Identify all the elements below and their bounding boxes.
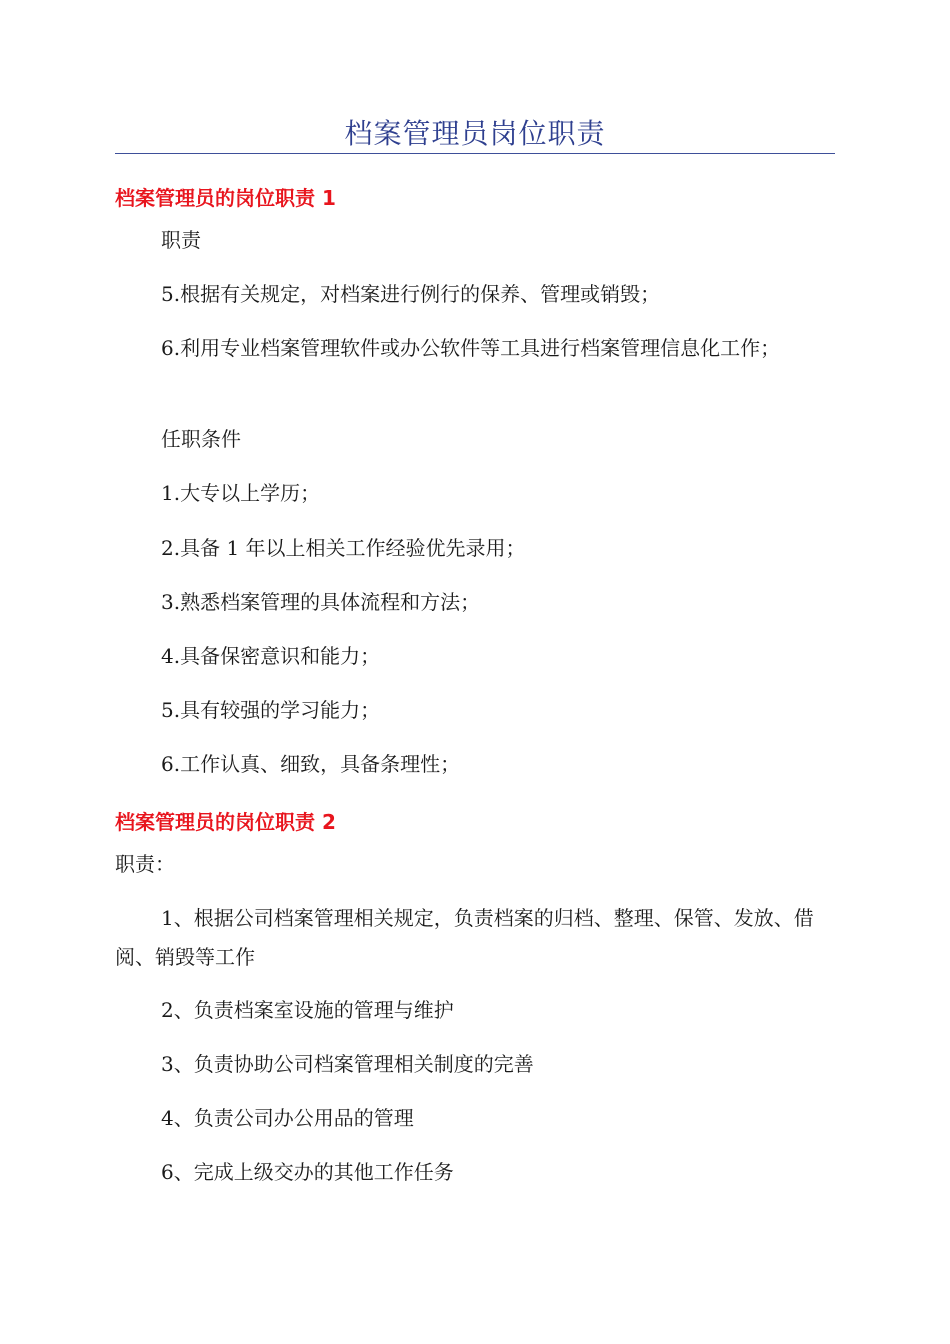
title-divider	[115, 153, 835, 154]
section-2-heading: 档案管理员的岗位职责 2	[115, 810, 336, 834]
paragraph: 2.具备 1 年以上相关工作经验优先录用；	[161, 536, 526, 560]
paragraph: 6.工作认真、细致，具备条理性；	[161, 752, 461, 776]
paragraph: 5.具有较强的学习能力；	[161, 698, 381, 722]
paragraph: 2、负责档案室设施的管理与维护	[161, 998, 454, 1022]
paragraph: 职责：	[115, 852, 175, 876]
paragraph: 1、根据公司档案管理相关规定，负责档案的归档、整理、保管、发放、借阅、销毁等工作	[115, 906, 814, 969]
section-1-heading: 档案管理员的岗位职责 1	[115, 186, 336, 210]
paragraph: 3.熟悉档案管理的具体流程和方法；	[161, 590, 481, 614]
paragraph: 6、完成上级交办的其他工作任务	[161, 1160, 454, 1184]
paragraph: 任职条件	[161, 427, 241, 451]
paragraph: 1.大专以上学历；	[161, 481, 321, 505]
paragraph: 6.利用专业档案管理软件或办公软件等工具进行档案管理信息化工作；	[161, 336, 781, 360]
document-title: 档案管理员岗位职责	[344, 117, 606, 150]
paragraph: 4.具备保密意识和能力；	[161, 644, 381, 668]
paragraph: 5.根据有关规定，对档案进行例行的保养、管理或销毁；	[161, 282, 661, 306]
paragraph: 3、负责协助公司档案管理相关制度的完善	[161, 1052, 534, 1076]
paragraph: 4、负责公司办公用品的管理	[161, 1106, 414, 1130]
paragraph: 职责	[161, 228, 201, 252]
